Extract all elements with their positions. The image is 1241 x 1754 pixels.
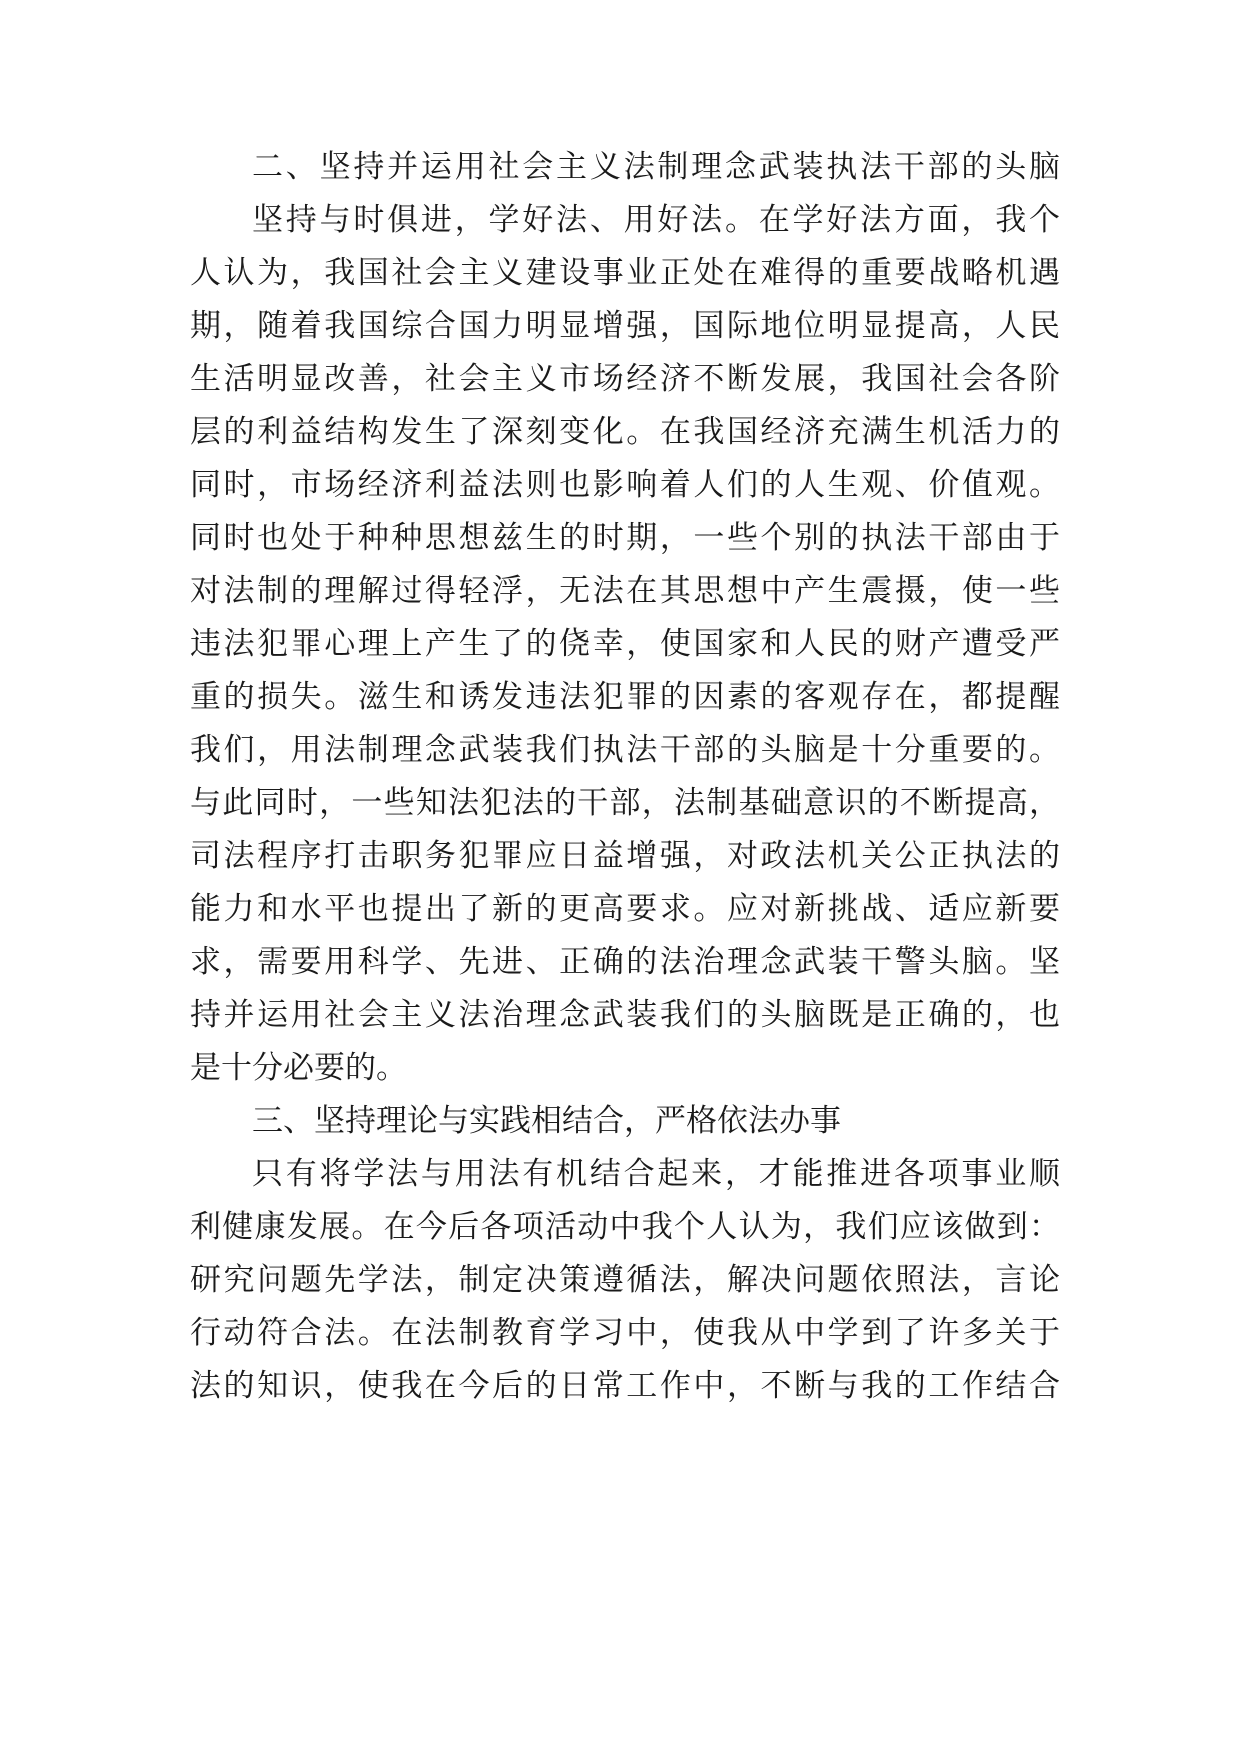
paragraph-line: 对法制的理解过得轻浮，无法在其思想中产生震摄，使一些 [190, 573, 1060, 609]
paragraph-line: 违法犯罪心理上产生了的侥幸，使国家和人民的财产遭受严 [190, 626, 1060, 662]
paragraph-line: 行动符合法。在法制教育学习中，使我从中学到了许多关于 [190, 1315, 1060, 1351]
paragraph-line: 司法程序打击职务犯罪应日益增强，对政法机关公正执法的 [190, 838, 1060, 874]
paragraph-line: 能力和水平也提出了新的更高要求。应对新挑战、适应新要 [190, 891, 1060, 927]
paragraph-line: 重的损失。滋生和诱发违法犯罪的因素的客观存在，都提醒 [190, 679, 1060, 715]
paragraph-line: 研究问题先学法，制定决策遵循法，解决问题依照法，言论 [190, 1262, 1060, 1298]
paragraph-line: 我们，用法制理念武装我们执法干部的头脑是十分重要的。 [190, 732, 1060, 768]
paragraph-line: 与此同时，一些知法犯法的干部，法制基础意识的不断提高， [190, 785, 1060, 821]
paragraph-line: 同时，市场经济利益法则也影响着人们的人生观、价值观。 [190, 467, 1060, 503]
paragraph-line: 持并运用社会主义法治理念武装我们的头脑既是正确的，也 [190, 997, 1060, 1033]
paragraph-line: 利健康发展。在今后各项活动中我个人认为，我们应该做到： [190, 1209, 1060, 1245]
paragraph-line: 层的利益结构发生了深刻变化。在我国经济充满生机活力的 [190, 414, 1060, 450]
paragraph-line: 法的知识，使我在今后的日常工作中，不断与我的工作结合 [190, 1368, 1060, 1404]
paragraph-line: 生活明显改善，社会主义市场经济不断发展，我国社会各阶 [190, 361, 1060, 397]
paragraph-line: 只有将学法与用法有机结合起来，才能推进各项事业顺 [252, 1156, 1060, 1192]
section-heading-three: 三、坚持理论与实践相结合，严格依法办事 [252, 1103, 841, 1139]
paragraph-line: 是十分必要的。 [190, 1050, 407, 1086]
paragraph-line: 求，需要用科学、先进、正确的法治理念武装干警头脑。坚 [190, 944, 1060, 980]
paragraph-line: 期，随着我国综合国力明显增强，国际地位明显提高，人民 [190, 308, 1060, 344]
paragraph-line: 同时也处于种种思想兹生的时期，一些个别的执法干部由于 [190, 520, 1060, 556]
section-heading-two: 二、坚持并运用社会主义法制理念武装执法干部的头脑 [252, 149, 1060, 185]
paragraph-line: 坚持与时俱进，学好法、用好法。在学好法方面，我个 [252, 202, 1060, 238]
paragraph-line: 人认为，我国社会主义建设事业正处在难得的重要战略机遇 [190, 255, 1060, 291]
